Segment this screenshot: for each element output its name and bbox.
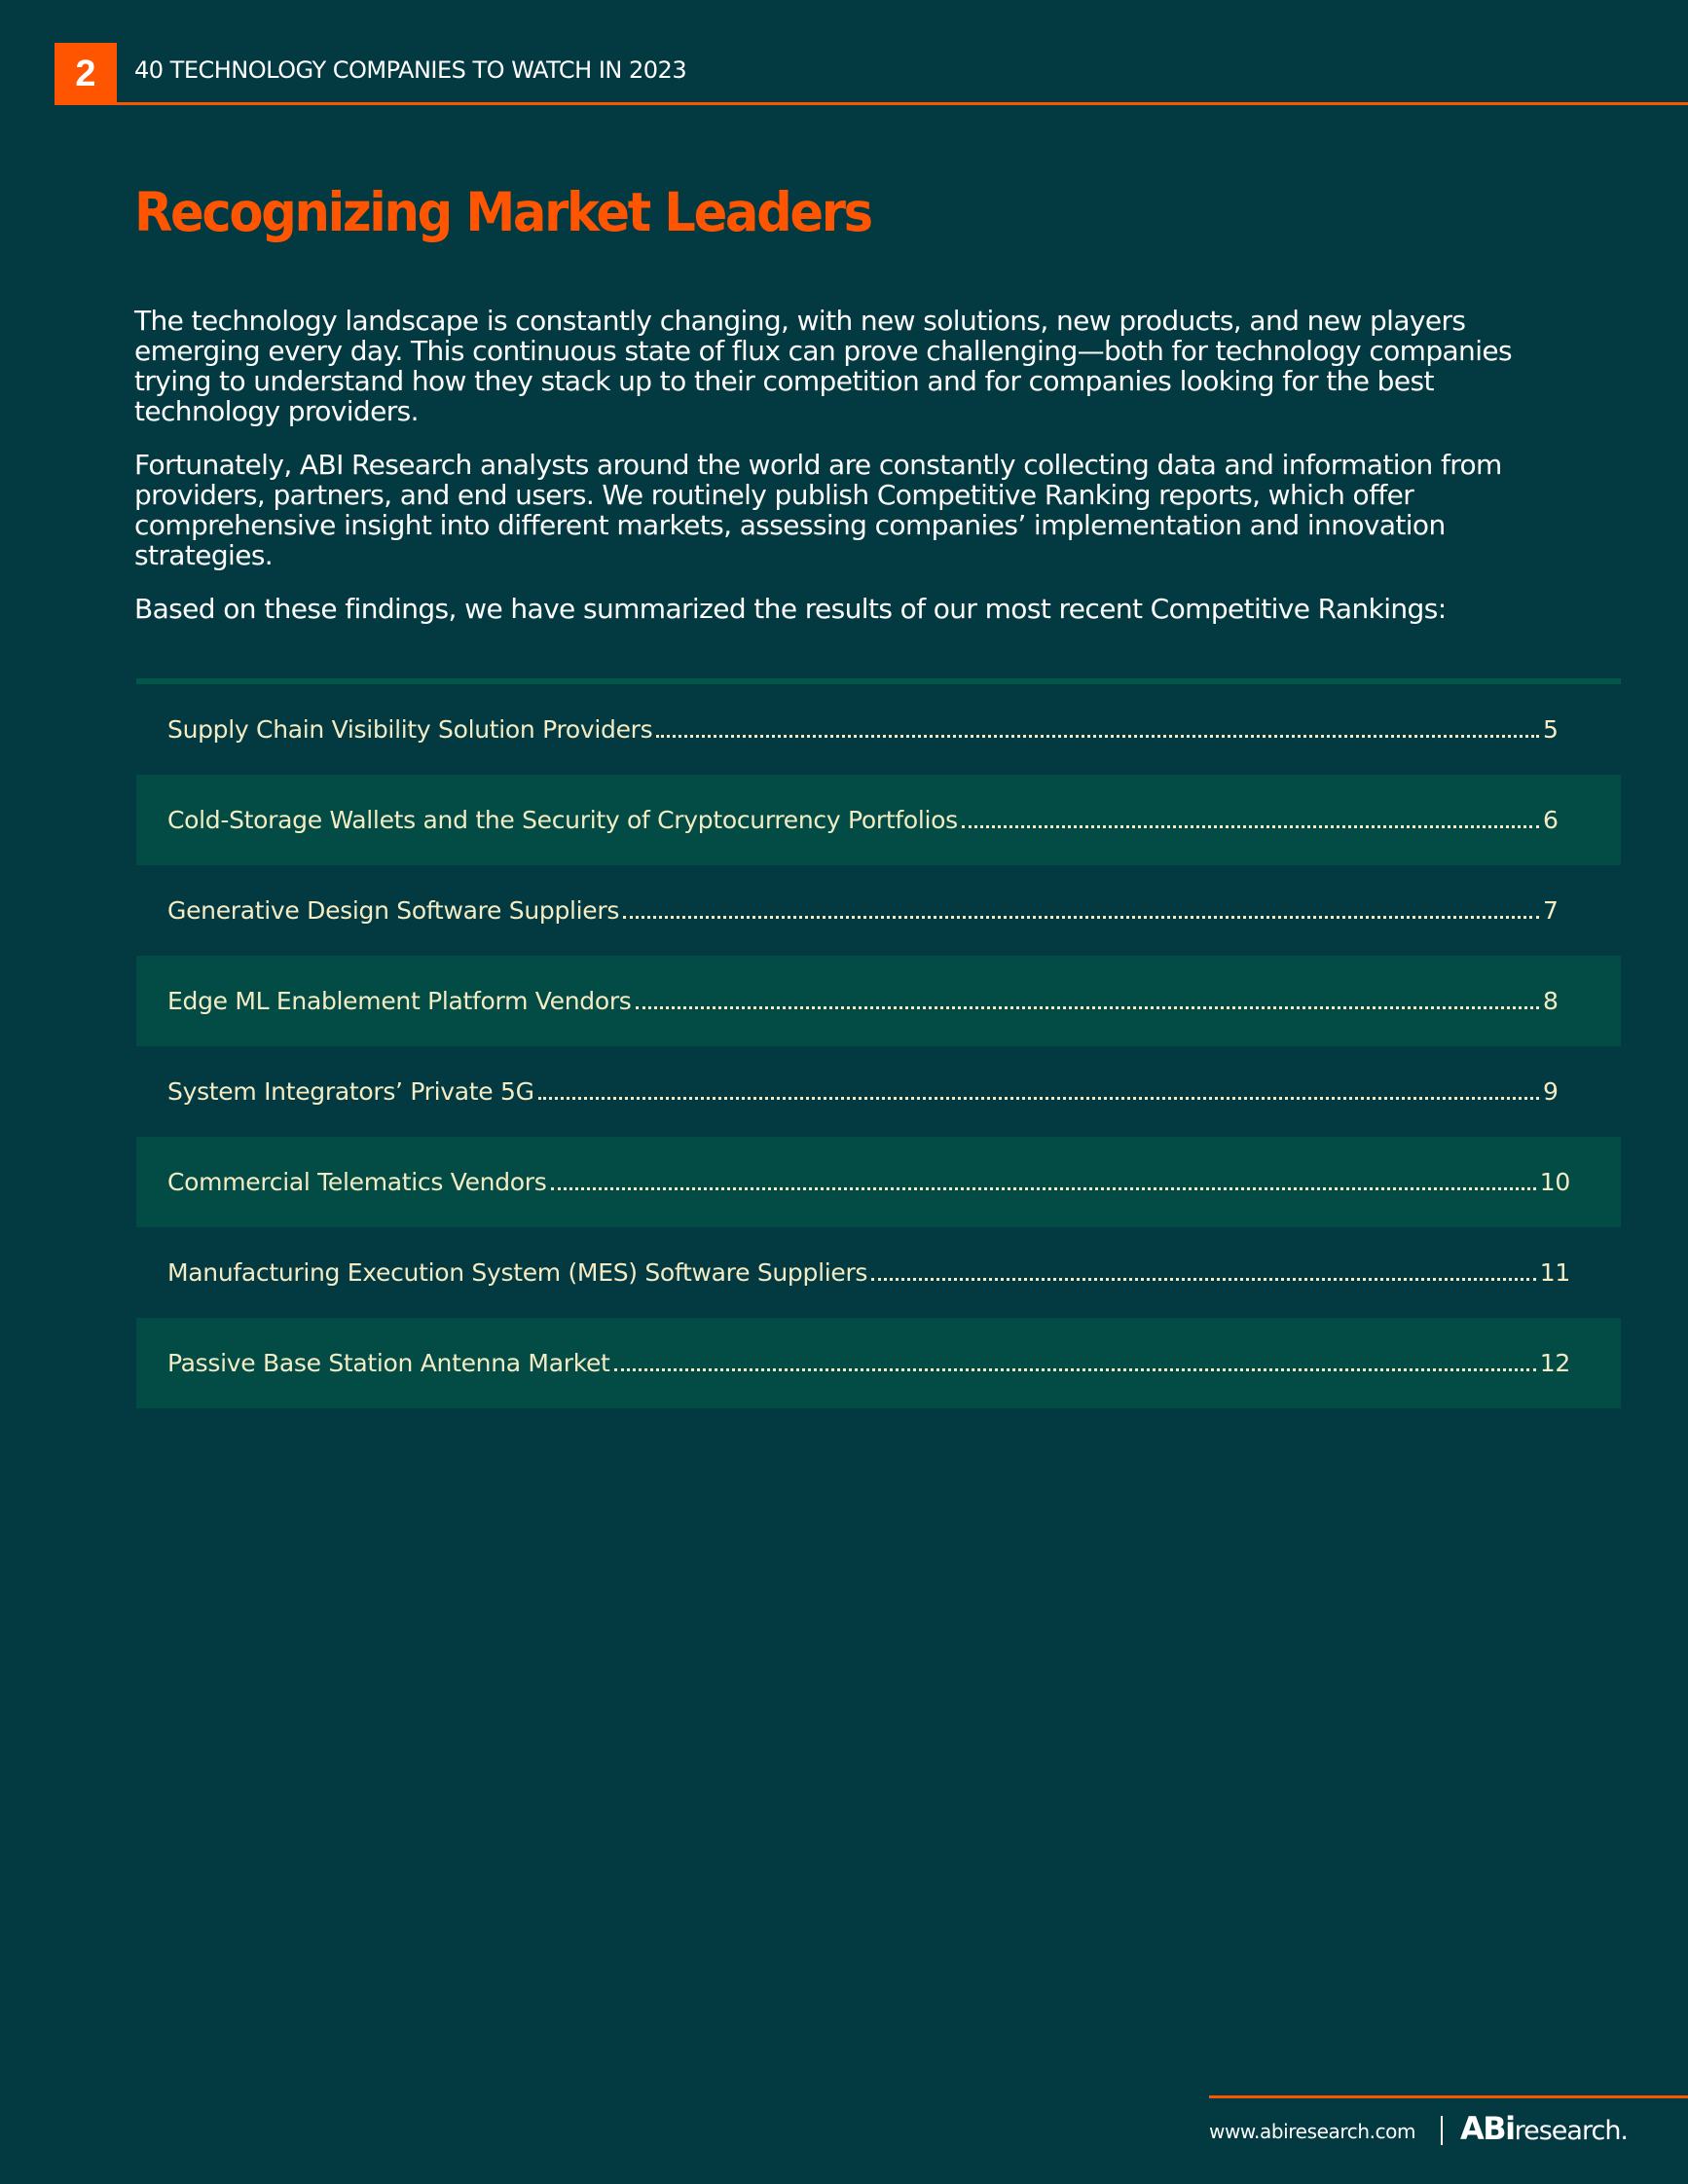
header-rule [117, 102, 1688, 105]
toc-item-commercial-telematics[interactable] [136, 1137, 1621, 1227]
toc-item-private-5g[interactable] [136, 1046, 1621, 1137]
page-number-badge: 2 [55, 43, 117, 105]
abi-research-logo [1460, 2110, 1628, 2147]
toc-item-label: Supply Chain Visibility Solution Providers [167, 715, 653, 744]
toc-item-page: 8 [1543, 987, 1559, 1015]
toc-item-label: Generative Design Software Suppliers [167, 896, 620, 925]
research-paragraph: Fortunately, ABI Research analysts around the world are constantly collecting data and information from providers, partners, and end users. We routinely publish Competitive Ranking reports, which offer comprehensive insight into different markets, assessing companies’ implementation and innovation strategies. [134, 449, 1502, 571]
toc-item-label: Edge ML Enablement Platform Vendors [167, 987, 632, 1015]
toc-item-cold-storage-wallets[interactable] [136, 775, 1621, 865]
toc-item-page: 12 [1539, 1349, 1570, 1377]
toc-item-page: 7 [1543, 896, 1559, 925]
toc-item-mes-software[interactable] [136, 1227, 1621, 1318]
toc-item-supply-chain-visibility[interactable] [136, 684, 1621, 775]
toc-item-base-station-antenna[interactable] [136, 1318, 1621, 1408]
toc-item-label: Cold-Storage Wallets and the Security of Cryptocurrency Portfolios [167, 806, 958, 834]
body-copy [134, 306, 1575, 647]
table-of-contents [136, 678, 1621, 1408]
footer-website-link[interactable]: www.abiresearch.com [1209, 2120, 1416, 2143]
toc-dot-leader [636, 989, 1539, 1009]
toc-dot-leader [623, 898, 1539, 919]
running-title: 40 TECHNOLOGY COMPANIES TO WATCH IN 2023 [134, 56, 687, 84]
toc-item-page: 5 [1543, 715, 1559, 744]
toc-item-label: Passive Base Station Antenna Market [167, 1349, 610, 1377]
page-title: Recognizing Market Leaders [134, 181, 871, 243]
toc-item-label: Commercial Telematics Vendors [167, 1168, 547, 1196]
intro-paragraph: The technology landscape is constantly changing, with new solutions, new products, and new players emerging every day. This continuous state of flux can prove challenging—both for technology companies trying to understand how they stack up to their competition and for companies looking for the best technology providers. [134, 305, 1512, 427]
toc-dot-leader [962, 808, 1539, 828]
toc-item-page: 6 [1543, 806, 1559, 834]
toc-dot-leader [656, 717, 1539, 738]
toc-item-page: 9 [1543, 1077, 1559, 1106]
toc-item-page: 10 [1539, 1168, 1570, 1196]
toc-item-label: Manufacturing Execution System (MES) Software Suppliers [167, 1258, 868, 1287]
toc-item-label: System Integrators’ Private 5G [167, 1077, 534, 1106]
toc-dot-leader [871, 1260, 1536, 1281]
toc-item-edge-ml[interactable] [136, 956, 1621, 1046]
logo-bold-text: ABi [1460, 2110, 1515, 2147]
footer-rule [1209, 2095, 1688, 2098]
footer-divider [1441, 2116, 1443, 2145]
toc-dot-leader [614, 1351, 1536, 1371]
summary-paragraph: Based on these findings, we have summarized the results of our most recent Competitive Rankings: [134, 593, 1447, 625]
toc-dot-leader [538, 1079, 1539, 1100]
toc-item-page: 11 [1539, 1258, 1570, 1287]
toc-dot-leader [551, 1170, 1536, 1190]
toc-item-generative-design[interactable] [136, 865, 1621, 956]
logo-light-text: research. [1514, 2116, 1629, 2146]
